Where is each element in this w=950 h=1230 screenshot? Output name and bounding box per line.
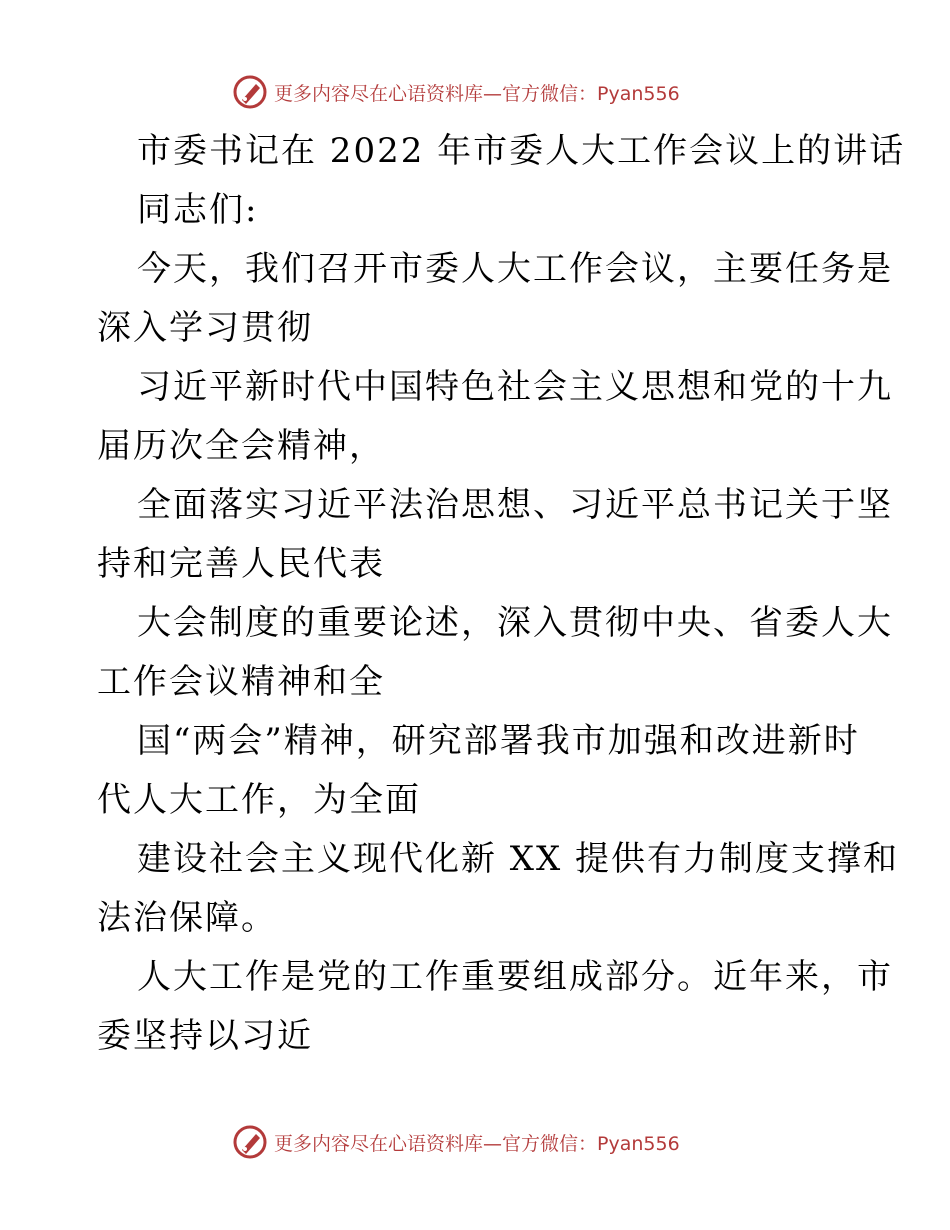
footer-watermark-text: 更多内容尽在心语资料库— [274, 1132, 503, 1155]
paragraph-line: 届历次全会精神， [97, 426, 385, 466]
paragraph-line: 建设社会主义现代化新 XX 提供有力制度支撑和 [137, 839, 900, 879]
paragraph-line: 人大工作是党的工作重要组成部分。近年来，市 [137, 957, 893, 997]
header-wechat-text: 官方微信：Pyan556 [502, 82, 680, 105]
document-body [97, 122, 906, 1066]
pen-logo-icon [232, 74, 268, 110]
paragraph-line: 代人大工作，为全面 [97, 780, 421, 820]
pen-logo-icon [232, 1124, 268, 1160]
paragraph-line: 委坚持以习近 [97, 1016, 313, 1056]
paragraph-line: 大会制度的重要论述，深入贯彻中央、省委人大 [137, 603, 893, 643]
document-title: 市委书记在 2022 年市委人大工作会议上的讲话 [137, 131, 906, 171]
paragraph-line: 深入学习贯彻 [97, 308, 313, 348]
paragraph-line: 习近平新时代中国特色社会主义思想和党的十九 [137, 367, 893, 407]
paragraph-line: 国“两会”精神，研究部署我市加强和改进新时 [137, 721, 860, 761]
footer-watermark [232, 1122, 680, 1162]
paragraph-line: 持和完善人民代表 [97, 544, 385, 584]
footer-wechat-text: 官方微信：Pyan556 [502, 1132, 680, 1155]
header-watermark [232, 72, 680, 112]
header-watermark-text: 更多内容尽在心语资料库— [274, 82, 503, 105]
paragraph-line: 全面落实习近平法治思想、习近平总书记关于坚 [137, 485, 893, 525]
paragraph-line: 工作会议精神和全 [97, 662, 385, 702]
paragraph-line: 今天，我们召开市委人大工作会议，主要任务是 [137, 249, 893, 289]
salutation: 同志们: [137, 190, 259, 230]
paragraph-line: 法治保障。 [97, 898, 277, 938]
